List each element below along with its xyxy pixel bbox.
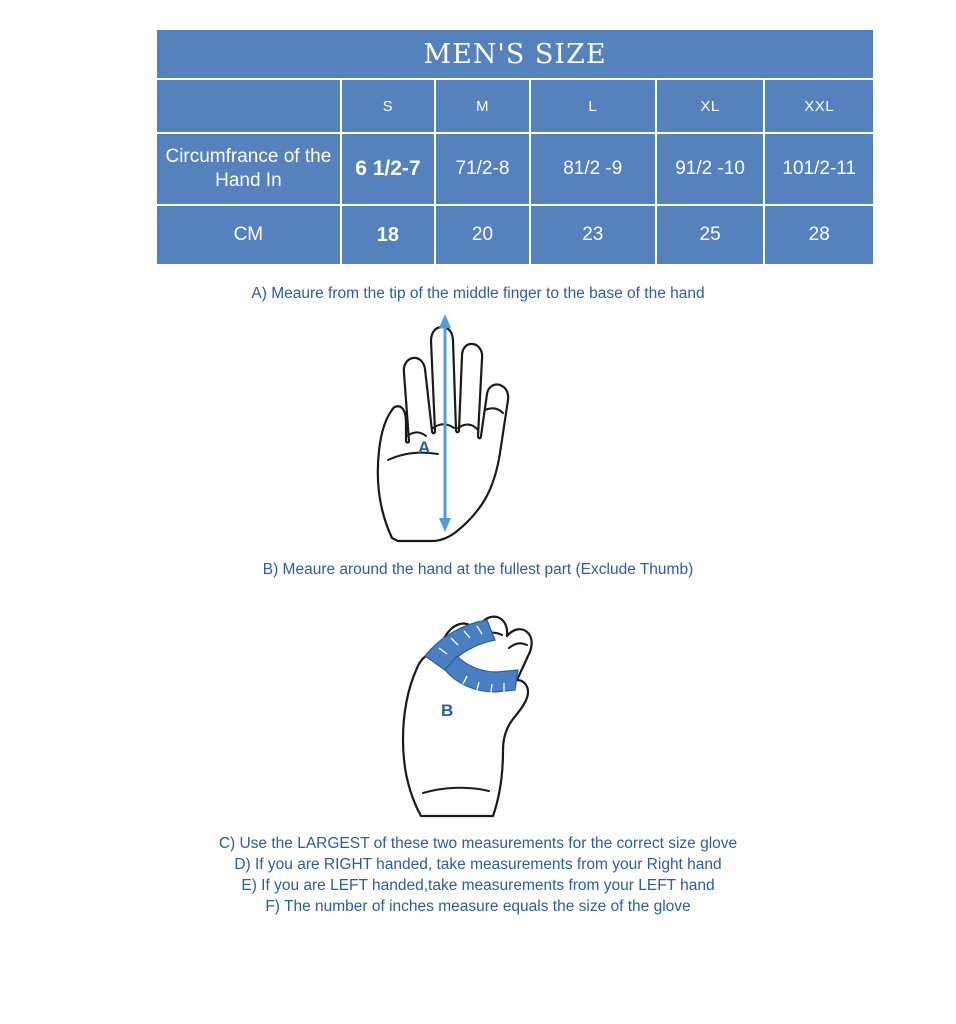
table-row (157, 206, 873, 264)
header-blank-cell (157, 80, 340, 132)
header-size-l: L (531, 80, 655, 132)
cm-xl: 25 (657, 206, 764, 264)
cm-s: 18 (342, 206, 434, 264)
row-label-circumference: Circumfrance of the Hand In (157, 134, 340, 204)
measure-arrow-head-top (439, 314, 451, 328)
caption-a: A) Meaure from the tip of the middle finger to the base of the hand (251, 285, 705, 302)
note-f: F) The number of inches measure equals the size of the glove (265, 898, 691, 915)
footer-notes (0, 833, 956, 917)
header-size-xl: XL (657, 80, 764, 132)
header-size-xxl: XXL (765, 80, 873, 132)
note-d: D) If you are RIGHT handed, take measurements from your Right hand (234, 856, 722, 873)
size-table (155, 28, 875, 266)
cm-l: 23 (531, 206, 655, 264)
table-header-row (157, 80, 873, 132)
circumference-xl: 91/2 -10 (657, 134, 764, 204)
table-row (157, 134, 873, 204)
circumference-xxl: 101/2-11 (765, 134, 873, 204)
hand-outline-icon (378, 327, 508, 541)
figure-b-label: B (441, 701, 454, 720)
table-title-row (157, 30, 873, 78)
figure-hand-circumference (0, 588, 956, 828)
cm-xxl: 28 (765, 206, 873, 264)
hand-circumference-illustration (363, 588, 593, 823)
header-size-m: M (436, 80, 529, 132)
page-title: MEN'S SIZE (157, 30, 873, 78)
header-size-s: S (342, 80, 434, 132)
circumference-s: 6 1/2-7 (342, 134, 434, 204)
figure-a-label: A (418, 438, 431, 457)
caption-b: B) Meaure around the hand at the fullest part (Exclude Thumb) (262, 561, 694, 578)
circumference-l: 81/2 -9 (531, 134, 655, 204)
cm-m: 20 (436, 206, 529, 264)
circumference-m: 71/2-8 (436, 134, 529, 204)
hand-length-illustration (348, 310, 608, 545)
row-label-cm: CM (157, 206, 340, 264)
figure-hand-length (0, 310, 956, 550)
note-c: C) Use the LARGEST of these two measurements for the correct size glove (218, 835, 738, 852)
note-e: E) If you are LEFT handed,take measurements from your LEFT hand (241, 877, 715, 894)
